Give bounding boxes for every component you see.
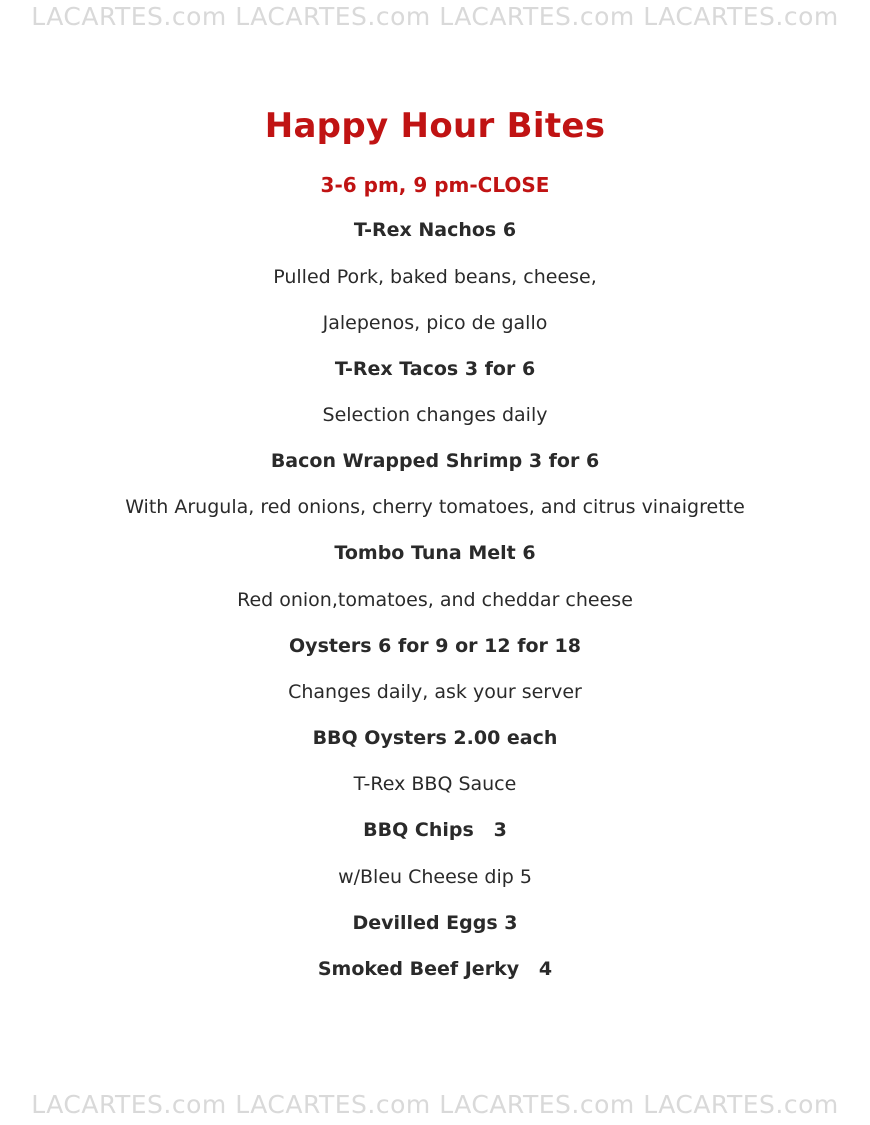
menu-item-description: With Arugula, red onions, cherry tomatoes, and citrus vinaigrette [125, 496, 745, 518]
watermark-top: LACARTES.com LACARTES.com LACARTES.com LACARTES.com [31, 2, 839, 31]
menu-item-description: w/Bleu Cheese dip 5 [338, 866, 532, 888]
menu-item-description: Changes daily, ask your server [288, 681, 582, 703]
watermark-bottom: LACARTES.com LACARTES.com LACARTES.com LACARTES.com [31, 1090, 839, 1119]
menu-item-trex-tacos: T-Rex Tacos 3 for 6 [334, 358, 536, 380]
menu-item-bbq-chips: BBQ Chips 3 [363, 819, 507, 841]
menu-item-tombo-tuna-melt: Tombo Tuna Melt 6 [334, 542, 536, 564]
menu-item-description: Pulled Pork, baked beans, cheese, [273, 266, 597, 288]
menu-item-trex-nachos: T-Rex Nachos 6 [353, 219, 517, 241]
menu-item-bbq-oysters: BBQ Oysters 2.00 each [312, 727, 558, 749]
menu-item-description: Selection changes daily [322, 404, 548, 426]
menu-item-smoked-beef-jerky: Smoked Beef Jerky 4 [317, 958, 553, 980]
menu-item-bacon-wrapped-shrimp: Bacon Wrapped Shrimp 3 for 6 [270, 450, 600, 472]
menu-item-oysters: Oysters 6 for 9 or 12 for 18 [289, 635, 581, 657]
menu-title: Happy Hour Bites [264, 106, 606, 146]
menu-item-description: Red onion,tomatoes, and cheddar cheese [237, 589, 633, 611]
happy-hour-times: 3-6 pm, 9 pm-CLOSE [320, 173, 550, 197]
menu-item-description: Jalepenos, pico de gallo [322, 312, 548, 334]
menu-item-devilled-eggs: Devilled Eggs 3 [352, 912, 518, 934]
menu-item-description: T-Rex BBQ Sauce [353, 773, 517, 795]
